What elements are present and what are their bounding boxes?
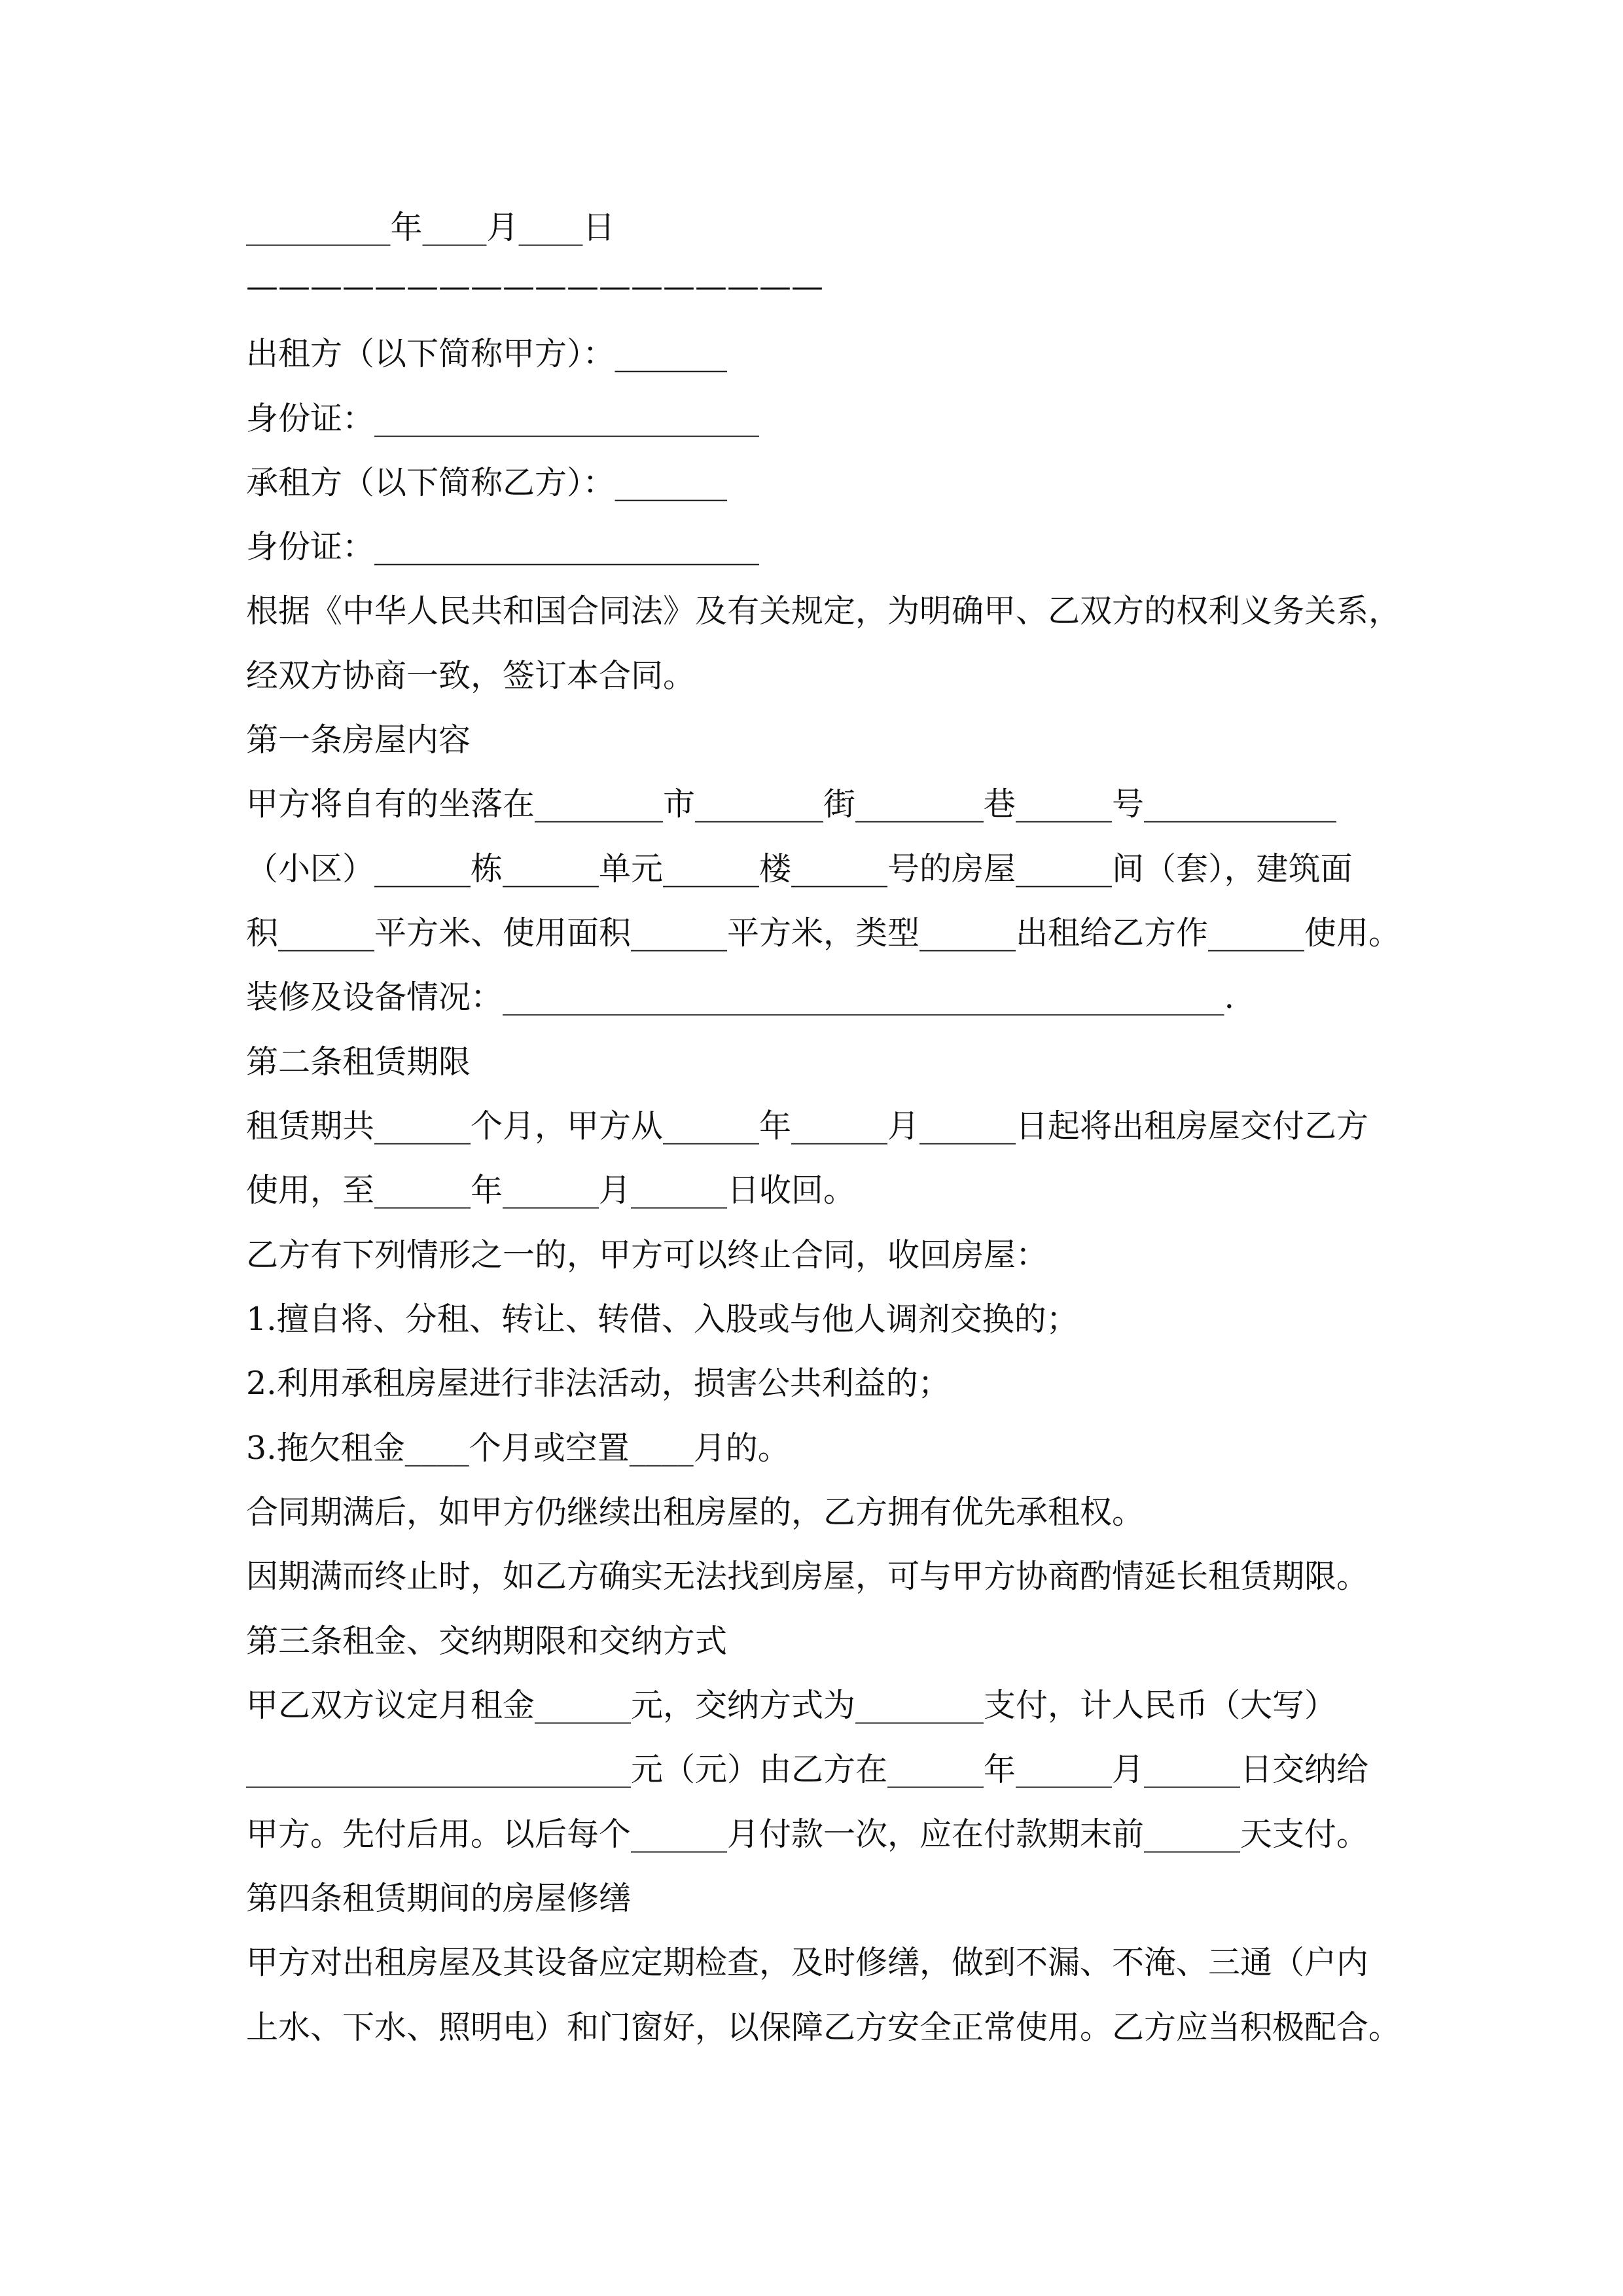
article-2-line-3: 乙方有下列情形之一的，甲方可以终止合同，收回房屋： xyxy=(246,1236,1048,1274)
party-a-id-line: 身份证：________________________ xyxy=(246,400,760,437)
preamble-line-1: 根据《中华人民共和国合同法》及有关规定，为明确甲、乙双方的权利义务关系， xyxy=(246,592,1401,630)
article-2-line-4: 合同期满后，如甲方仍继续出租房屋的，乙方拥有优先承租权。 xyxy=(246,1494,1145,1531)
party-b-id-line: 身份证：________________________ xyxy=(246,528,760,565)
date-line: _________年____月____日 xyxy=(246,209,615,246)
article-3-line-1: 甲乙双方议定月租金______元，交纳方式为________支付，计人民币（大写） xyxy=(246,1687,1337,1724)
article-2-item-1: 1.擅自将、分租、转让、转借、入股或与他人调剂交换的； xyxy=(246,1300,1079,1338)
article-3-title: 第三条租金、交纳期限和交纳方式 xyxy=(246,1623,728,1660)
article-2-line-1: 租赁期共______个月，甲方从______年______月______日起将出租房屋交付乙方 xyxy=(246,1107,1369,1145)
article-4-line-1: 甲方对出租房屋及其设备应定期检查，及时修缮，做到不漏、不淹、三通（户内 xyxy=(246,1944,1369,1981)
article-1-line-1: 甲方将自有的坐落在________市________街________巷______号____________ xyxy=(246,785,1337,823)
article-2-line-5: 因期满而终止时，如乙方确实无法找到房屋，可与甲方协商酌情延长租赁期限。 xyxy=(246,1558,1369,1595)
article-3-line-2: ________________________元（元）由乙方在______年______月______日交纳给 xyxy=(246,1751,1369,1788)
article-2-title: 第二条租赁期限 xyxy=(246,1043,471,1081)
article-2-item-2: 2.利用承租房屋进行非法活动，损害公共利益的； xyxy=(246,1365,950,1402)
article-4-line-2: 上水、下水、照明电）和门窗好，以保障乙方安全正常使用。乙方应当积极配合。 xyxy=(246,2009,1401,2046)
article-1-line-3: 积______平方米、使用面积______平方米，类型______出租给乙方作______使用。 xyxy=(246,914,1401,952)
article-1-title: 第一条房屋内容 xyxy=(246,721,471,759)
party-a-line: 出租方（以下简称甲方）：_______ xyxy=(246,335,728,372)
preamble-line-2: 经双方协商一致，签订本合同。 xyxy=(246,657,696,694)
article-2-line-2: 使用，至______年______月______日收回。 xyxy=(246,1172,856,1209)
rule-line: —————————————————— xyxy=(246,268,823,305)
party-b-line: 承租方（以下简称乙方）：_______ xyxy=(246,464,728,501)
article-1-line-2: （小区）______栋______单元______楼______号的房屋______间（套），建筑面 xyxy=(246,850,1353,888)
article-3-line-3: 甲方。先付后用。以后每个______月付款一次，应在付款期末前______天支付。 xyxy=(246,1816,1369,1853)
article-2-item-3: 3.拖欠租金____个月或空置____月的。 xyxy=(246,1429,790,1467)
article-4-title: 第四条租赁期间的房屋修缮 xyxy=(246,1880,632,1917)
article-1-line-4: 装修及设备情况：_____________________________________________. xyxy=(246,978,1235,1016)
